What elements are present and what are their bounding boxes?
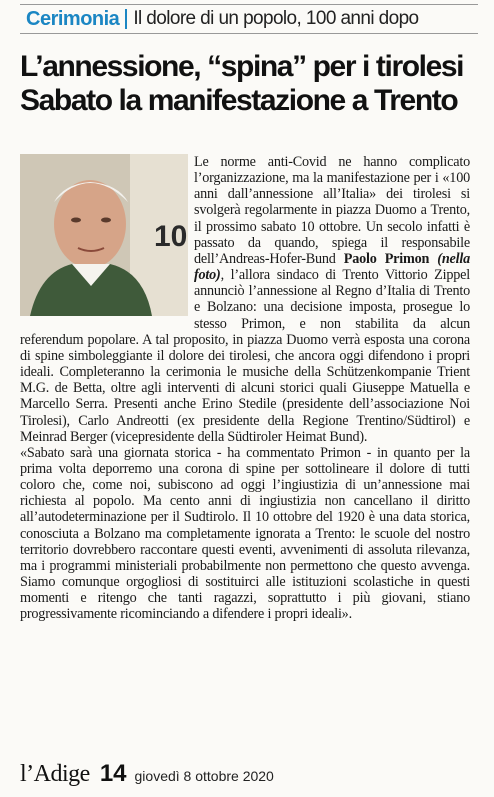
person-name: Paolo Primon — [343, 250, 430, 267]
paragraph-1-text-a: Le norme anti-Covid ne hanno complicato l’organizzazione, ma la manifestazione per i «100 anni dall’annessione all’Italia» dei tirolesi si svolgerà regolarmente in piazza Duomo a Trento, il prossimo sabato 10 ottobre. Un secolo infatti è passato da quando, spiega il responsabile dell’Andreas-Hofer-Bund — [194, 154, 470, 267]
svg-text:10: 10 — [154, 220, 188, 253]
publication-date: giovedì 8 ottobre 2020 — [134, 768, 274, 784]
article-body — [20, 154, 470, 623]
section-separator — [125, 9, 127, 29]
newspaper-masthead: l’Adige — [20, 761, 90, 787]
headline-line-2: Sabato la manifestazione a Trento — [20, 84, 458, 117]
section-topic: Il dolore di un popolo, 100 anni dopo — [133, 8, 419, 29]
photo-wrap-spacer — [20, 154, 194, 322]
headline — [20, 50, 480, 118]
section-header — [20, 4, 478, 34]
page-footer — [20, 760, 478, 790]
paragraph-1-text-b: , l’allora sindaco di Trento Vittorio Zippel annunciò l’annessione al Regno d’Italia di Trento e Bolzano: una decisione imposta, prosegue lo stesso Primon, e non stabilita da alcun referendum popolare. A tal proposito, in piazza Duomo verrà esposta una corona di spine simboleggiante il dolore dei tirolesi, che ancora oggi difendono i propri ideali. Completeranno la cerimonia le musiche della Schützenkompanie Trient M.G. de Betta, oltre agli interventi di alcuni storici quali Giuseppe Matuella e Marcello Serra. Presenti anche Erino Stedile (presidente dell’associazione Noi Tirolesi), Carlo Andreotti (ex presidente della Regione Trentino/Südtirol) e Meinrad Berger (vicepresidente della Südtiroler Heimat Bund). — [20, 267, 470, 445]
headline-line-1: L’annessione, “spina” per i tirolesi — [20, 50, 464, 83]
article-paragraph-2: «Sabato sarà una giornata storica - ha commentato Primon - in quanto per la prima volta deporremo una corona di spine per sottolineare il dolore di tutti coloro che, come noi, subiscono ad oggi l’ingiustizia di un’annessione mai richiesta al popolo. Ma cento anni di ingiustizia non cancellano il diritto all’autodeterminazione per il Sudtirolo. Il 10 ottobre del 1920 è una data storica, conosciuta a Bolzano ma completamente ignorata a Trento: le scuole del nostro territorio dovrebbero raccontare questi eventi, avvenimenti di assoluta rilevanza, ma i programmi ministeriali probabilmente non permettono che questo avvenga. Siamo comunque orgogliosi di sostituirci alle istituzioni scolastiche in questi momenti e ritengo che tanti ragazzi, soprattutto i più giovani, stiano progressivamente ricominciando a difendere i propri ideali». — [20, 444, 470, 623]
section-kicker: Cerimonia — [26, 7, 120, 30]
page-number: 14 — [99, 760, 127, 787]
photo-reference: (nella foto) — [194, 250, 470, 284]
